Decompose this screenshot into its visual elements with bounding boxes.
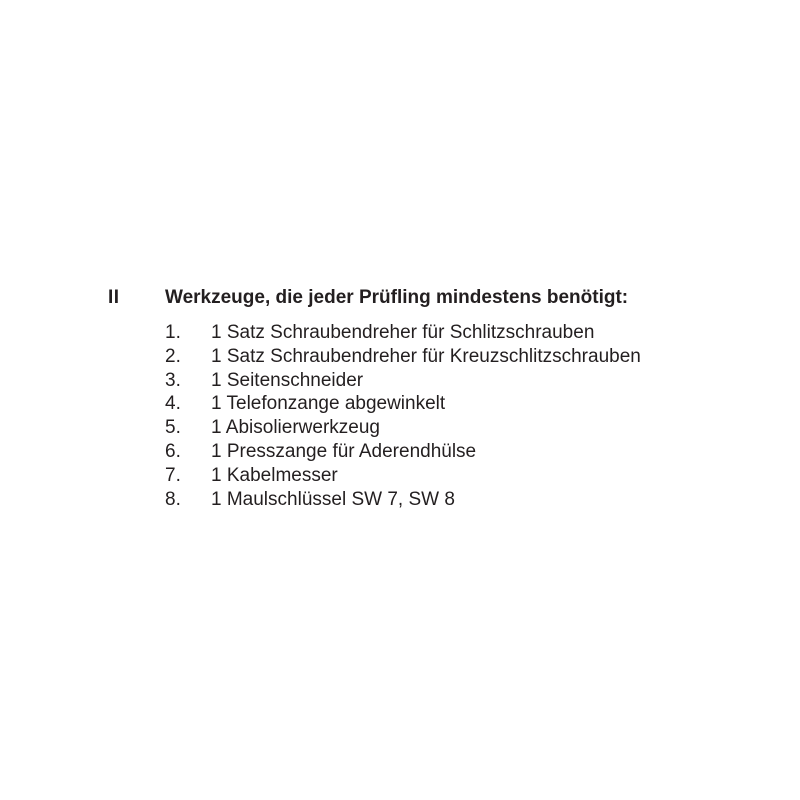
item-text: 1 Seitenschneider	[211, 369, 364, 391]
item-number: 7.	[165, 464, 181, 486]
list-item	[165, 392, 641, 416]
item-number: 5.	[165, 417, 181, 439]
section-number: II	[108, 287, 120, 308]
list-item	[165, 369, 641, 393]
item-number: 6.	[165, 440, 181, 462]
item-number: 8.	[165, 488, 181, 510]
item-text: 1 Kabelmesser	[211, 464, 338, 486]
list-item	[165, 464, 641, 488]
item-number: 3.	[165, 369, 181, 391]
item-number: 2.	[165, 345, 181, 367]
list-item	[165, 488, 641, 512]
item-text: 1 Satz Schraubendreher für Schlitzschrauben	[211, 322, 595, 343]
item-text: 1 Telefonzange abgewinkelt	[211, 393, 446, 415]
list-item	[165, 321, 641, 345]
item-text: 1 Maulschlüssel SW 7, SW 8	[211, 488, 455, 510]
item-text: 1 Abisolierwerkzeug	[211, 417, 380, 439]
item-text: 1 Presszange für Aderendhülse	[211, 440, 477, 462]
item-text: 1 Satz Schraubendreher für Kreuzschlitzschrauben	[211, 345, 641, 367]
list-item	[165, 440, 641, 464]
item-number: 1.	[165, 322, 181, 343]
tool-list	[165, 321, 641, 511]
section-title: Werkzeuge, die jeder Prüfling mindestens benötigt:	[165, 287, 629, 308]
item-number: 4.	[165, 393, 181, 415]
list-item	[165, 345, 641, 369]
list-item	[165, 416, 641, 440]
